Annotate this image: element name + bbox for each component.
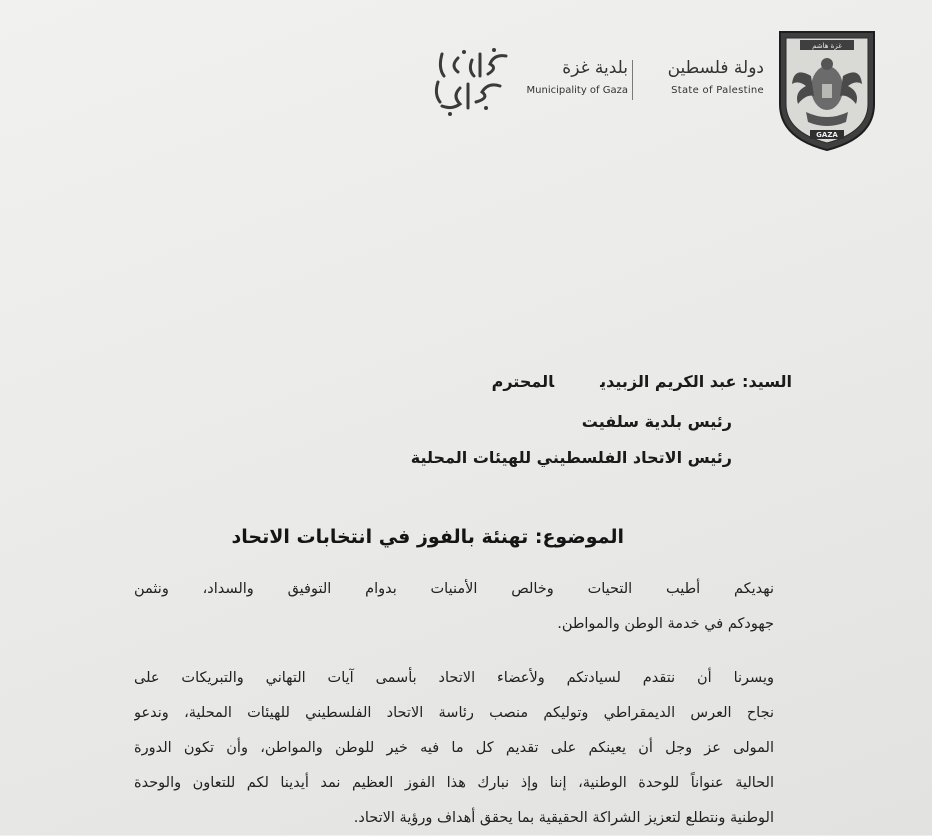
addressee-name: السيد: عبد الكريم الزبيدي bbox=[600, 372, 792, 391]
paragraph-2-line: المولى عز وجل أن يعينكم على تقديم كل ما فيه خير للوطن والمواطن، وأن تكون الدورة bbox=[134, 740, 774, 756]
municipality-block bbox=[518, 58, 628, 98]
paragraph-2-line: الحالية عنواناً للوحدة الوطنية، إننا وإذ نبارك هذا الفوز العظيم نمد أيدينا لكم للتعاون والوحدة bbox=[134, 775, 774, 791]
body-paragraph-2 bbox=[134, 661, 774, 836]
addressee-line-name bbox=[492, 372, 792, 391]
seal-top-text: غزة هاشم bbox=[812, 42, 842, 50]
addressee-honorific: المحترم bbox=[491, 372, 555, 391]
state-block bbox=[640, 58, 764, 98]
state-name-english: State of Palestine bbox=[671, 85, 764, 96]
municipality-name-english: Municipality of Gaza bbox=[526, 85, 628, 96]
addressee-title-1: رئيس بلدية سلفيت bbox=[581, 412, 732, 431]
gaza-seal-icon bbox=[776, 26, 878, 154]
paragraph-1-line: نهديكم أطيب التحيات وخالص الأمنيات بدوام التوفيق والسداد، ونثمن bbox=[134, 581, 774, 597]
paragraph-1-line: جهودكم في خدمة الوطن والمواطن. bbox=[557, 616, 774, 632]
header-divider bbox=[632, 60, 633, 100]
seal-caption: GAZA bbox=[816, 131, 838, 139]
letter-subject: الموضوع: تهنئة بالفوز في انتخابات الاتحاد bbox=[231, 526, 624, 548]
state-name-arabic: دولة فلسطين bbox=[667, 58, 764, 78]
paragraph-2-line: نجاح العرس الديمقراطي وتوليكم منصب رئاسة الاتحاد الفلسطيني للهيئات المحلية، وندعو bbox=[134, 705, 774, 721]
paragraph-2-line: الوطنية ونتطلع لتعزيز الشراكة الحقيقية بما يحقق أهداف ورؤية الاتحاد. bbox=[353, 810, 774, 826]
slogan-text: كفاءة التنمية bbox=[468, 117, 474, 118]
municipality-name-arabic: بلدية غزة bbox=[562, 58, 628, 78]
addressee-title-2: رئيس الاتحاد الفلسطيني للهيئات المحلية bbox=[410, 448, 732, 467]
slogan-logo-icon bbox=[428, 46, 514, 118]
paragraph-2-line: ويسرنا أن نتقدم لسيادتكم ولأعضاء الاتحاد بأسمى آيات التهاني والتبريكات على bbox=[134, 670, 774, 686]
body-paragraph-1 bbox=[134, 572, 774, 642]
